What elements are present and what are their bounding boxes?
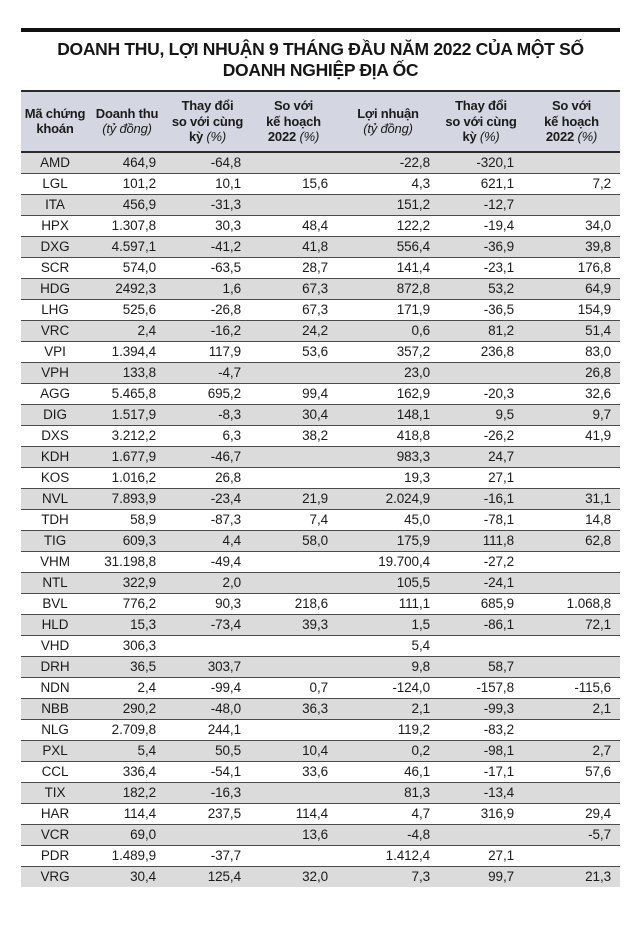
value-cell: 27,1 — [439, 845, 523, 866]
table-row-KOS — [21, 467, 620, 488]
value-cell — [165, 824, 250, 845]
header-row — [21, 91, 620, 152]
value-cell — [439, 362, 523, 383]
value-cell — [250, 635, 337, 656]
ticker-cell: HPX — [21, 215, 89, 236]
table-row-HPX — [21, 215, 620, 236]
value-cell: 148,1 — [337, 404, 439, 425]
value-cell: 306,3 — [89, 635, 165, 656]
ticker-cell: LHG — [21, 299, 89, 320]
value-cell — [250, 467, 337, 488]
value-cell: 72,1 — [523, 614, 620, 635]
ticker-cell: HAR — [21, 803, 89, 824]
table-row-DXG — [21, 236, 620, 257]
value-cell: 244,1 — [165, 719, 250, 740]
value-cell: 36,5 — [89, 656, 165, 677]
value-cell: 21,9 — [250, 488, 337, 509]
table-row-NBB — [21, 698, 620, 719]
chart-title-line1: DOANH THU, LỢI NHUẬN 9 THÁNG ĐẦU NĂM 2022 CỦA MỘT SỐ — [57, 39, 584, 59]
value-cell: -98,1 — [439, 740, 523, 761]
value-cell: 236,8 — [439, 341, 523, 362]
value-cell: 117,9 — [165, 341, 250, 362]
ticker-cell: TDH — [21, 509, 89, 530]
value-cell: 111,1 — [337, 593, 439, 614]
table-row-VPH — [21, 362, 620, 383]
value-cell: 7,4 — [250, 509, 337, 530]
value-cell: 0,6 — [337, 320, 439, 341]
value-cell: 464,9 — [89, 152, 165, 174]
value-cell: -12,7 — [439, 194, 523, 215]
value-cell — [523, 782, 620, 803]
value-cell: -13,4 — [439, 782, 523, 803]
value-cell — [439, 824, 523, 845]
value-cell: 141,4 — [337, 257, 439, 278]
column-header-3: Thay đổi so với cùng kỳ (%) — [165, 91, 250, 152]
value-cell — [250, 572, 337, 593]
value-cell: 53,6 — [250, 341, 337, 362]
ticker-cell: ITA — [21, 194, 89, 215]
table-row-DXS — [21, 425, 620, 446]
value-cell: -23,4 — [165, 488, 250, 509]
value-cell: 125,4 — [165, 866, 250, 887]
value-cell: 31,1 — [523, 488, 620, 509]
value-cell: 556,4 — [337, 236, 439, 257]
table-row-VCR — [21, 824, 620, 845]
value-cell: 58,7 — [439, 656, 523, 677]
value-cell: -26,2 — [439, 425, 523, 446]
ticker-cell: NBB — [21, 698, 89, 719]
value-cell — [523, 446, 620, 467]
table-row-LGL — [21, 173, 620, 194]
value-cell: 39,3 — [250, 614, 337, 635]
value-cell: 64,9 — [523, 278, 620, 299]
value-cell: 27,1 — [439, 467, 523, 488]
value-cell: 26,8 — [523, 362, 620, 383]
value-cell: 41,8 — [250, 236, 337, 257]
value-cell: 2.709,8 — [89, 719, 165, 740]
value-cell: 111,8 — [439, 530, 523, 551]
value-cell: 776,2 — [89, 593, 165, 614]
value-cell: 48,4 — [250, 215, 337, 236]
value-cell: 114,4 — [89, 803, 165, 824]
value-cell: 7,3 — [337, 866, 439, 887]
value-cell: -41,2 — [165, 236, 250, 257]
value-cell — [523, 572, 620, 593]
value-cell: -19,4 — [439, 215, 523, 236]
table-row-NTL — [21, 572, 620, 593]
value-cell: 1.489,9 — [89, 845, 165, 866]
table-row-AMD — [21, 152, 620, 174]
value-cell: 983,3 — [337, 446, 439, 467]
value-cell: 2,4 — [89, 320, 165, 341]
table-row-ITA — [21, 194, 620, 215]
value-cell: 872,8 — [337, 278, 439, 299]
value-cell: -48,0 — [165, 698, 250, 719]
value-cell: 46,1 — [337, 761, 439, 782]
value-cell: 21,3 — [523, 866, 620, 887]
value-cell: 303,7 — [165, 656, 250, 677]
value-cell — [523, 467, 620, 488]
value-cell: 28,7 — [250, 257, 337, 278]
value-cell — [523, 656, 620, 677]
ticker-cell: TIG — [21, 530, 89, 551]
value-cell: 67,3 — [250, 278, 337, 299]
value-cell: 29,4 — [523, 803, 620, 824]
value-cell: 0,2 — [337, 740, 439, 761]
value-cell: 9,7 — [523, 404, 620, 425]
value-cell — [250, 845, 337, 866]
top-rule — [21, 28, 620, 32]
ticker-cell: NDN — [21, 677, 89, 698]
value-cell: 154,9 — [523, 299, 620, 320]
value-cell: 62,8 — [523, 530, 620, 551]
table-row-AGG — [21, 383, 620, 404]
chart-title — [21, 39, 620, 80]
table-row-VRC — [21, 320, 620, 341]
table-row-NLG — [21, 719, 620, 740]
value-cell: 69,0 — [89, 824, 165, 845]
table-row-HDG — [21, 278, 620, 299]
value-cell: -157,8 — [439, 677, 523, 698]
value-cell: -24,1 — [439, 572, 523, 593]
value-cell: 322,9 — [89, 572, 165, 593]
value-cell: 58,0 — [250, 530, 337, 551]
value-cell: -78,1 — [439, 509, 523, 530]
value-cell — [250, 194, 337, 215]
value-cell — [250, 551, 337, 572]
value-cell: 105,5 — [337, 572, 439, 593]
ticker-cell: VHM — [21, 551, 89, 572]
value-cell: -99,4 — [165, 677, 250, 698]
value-cell: 4,3 — [337, 173, 439, 194]
table-row-TIG — [21, 530, 620, 551]
table-row-CCL — [21, 761, 620, 782]
value-cell — [250, 446, 337, 467]
value-cell: -320,1 — [439, 152, 523, 174]
value-cell: 15,6 — [250, 173, 337, 194]
table-row-PDR — [21, 845, 620, 866]
value-cell: -99,3 — [439, 698, 523, 719]
value-cell: -16,1 — [439, 488, 523, 509]
value-cell: 36,3 — [250, 698, 337, 719]
ticker-cell: KDH — [21, 446, 89, 467]
value-cell: -63,5 — [165, 257, 250, 278]
value-cell: -37,7 — [165, 845, 250, 866]
value-cell: 418,8 — [337, 425, 439, 446]
value-cell: 9,8 — [337, 656, 439, 677]
value-cell — [250, 152, 337, 174]
ticker-cell: LGL — [21, 173, 89, 194]
table-row-DRH — [21, 656, 620, 677]
value-cell — [523, 719, 620, 740]
value-cell: 7,2 — [523, 173, 620, 194]
value-cell: 133,8 — [89, 362, 165, 383]
column-header-5: Lợi nhuận (tỷ đồng) — [337, 91, 439, 152]
value-cell: 4,4 — [165, 530, 250, 551]
value-cell: 32,6 — [523, 383, 620, 404]
table-row-VHD — [21, 635, 620, 656]
table-body — [21, 152, 620, 887]
value-cell: 456,9 — [89, 194, 165, 215]
ticker-cell: NLG — [21, 719, 89, 740]
value-cell: 83,0 — [523, 341, 620, 362]
value-cell: 525,6 — [89, 299, 165, 320]
value-cell: 290,2 — [89, 698, 165, 719]
ticker-cell: DRH — [21, 656, 89, 677]
value-cell: 81,2 — [439, 320, 523, 341]
value-cell: 39,8 — [523, 236, 620, 257]
ticker-cell: HDG — [21, 278, 89, 299]
value-cell: 7.893,9 — [89, 488, 165, 509]
value-cell: -20,3 — [439, 383, 523, 404]
ticker-cell: BVL — [21, 593, 89, 614]
value-cell — [523, 194, 620, 215]
value-cell: 2.024,9 — [337, 488, 439, 509]
ticker-cell: PXL — [21, 740, 89, 761]
value-cell: 9,5 — [439, 404, 523, 425]
ticker-cell: VRC — [21, 320, 89, 341]
value-cell: 175,9 — [337, 530, 439, 551]
value-cell: 53,2 — [439, 278, 523, 299]
value-cell: 90,3 — [165, 593, 250, 614]
value-cell: 5.465,8 — [89, 383, 165, 404]
value-cell: -49,4 — [165, 551, 250, 572]
value-cell: 1.412,4 — [337, 845, 439, 866]
value-cell: 316,9 — [439, 803, 523, 824]
value-cell: 58,9 — [89, 509, 165, 530]
value-cell: 101,2 — [89, 173, 165, 194]
value-cell: -87,3 — [165, 509, 250, 530]
value-cell: 182,2 — [89, 782, 165, 803]
value-cell: 1.068,8 — [523, 593, 620, 614]
value-cell: 2,1 — [523, 698, 620, 719]
value-cell — [250, 719, 337, 740]
value-cell: -4,7 — [165, 362, 250, 383]
value-cell: 50,5 — [165, 740, 250, 761]
value-cell: 1.016,2 — [89, 467, 165, 488]
value-cell: -83,2 — [439, 719, 523, 740]
value-cell: -36,5 — [439, 299, 523, 320]
column-header-2: Doanh thu (tỷ đồng) — [89, 91, 165, 152]
ticker-cell: AGG — [21, 383, 89, 404]
table-row-LHG — [21, 299, 620, 320]
value-cell: 122,2 — [337, 215, 439, 236]
column-header-4: So với kế hoạch 2022 (%) — [250, 91, 337, 152]
value-cell: -8,3 — [165, 404, 250, 425]
value-cell: -54,1 — [165, 761, 250, 782]
value-cell: 14,8 — [523, 509, 620, 530]
value-cell: -4,8 — [337, 824, 439, 845]
value-cell: 1.677,9 — [89, 446, 165, 467]
value-cell: 32,0 — [250, 866, 337, 887]
value-cell: 2,4 — [89, 677, 165, 698]
revenue-profit-table-panel — [21, 28, 620, 887]
table-row-HLD — [21, 614, 620, 635]
value-cell: 33,6 — [250, 761, 337, 782]
ticker-cell: AMD — [21, 152, 89, 174]
value-cell: 3.212,2 — [89, 425, 165, 446]
value-cell: -5,7 — [523, 824, 620, 845]
value-cell — [165, 635, 250, 656]
value-cell: 81,3 — [337, 782, 439, 803]
table-row-NVL — [21, 488, 620, 509]
value-cell: -36,9 — [439, 236, 523, 257]
table-row-TDH — [21, 509, 620, 530]
value-cell — [250, 362, 337, 383]
ticker-cell: HLD — [21, 614, 89, 635]
ticker-cell: VCR — [21, 824, 89, 845]
value-cell: 24,7 — [439, 446, 523, 467]
value-cell: 119,2 — [337, 719, 439, 740]
table-row-VRG — [21, 866, 620, 887]
ticker-cell: NVL — [21, 488, 89, 509]
value-cell: 695,2 — [165, 383, 250, 404]
data-table — [21, 90, 620, 887]
value-cell: 10,1 — [165, 173, 250, 194]
ticker-cell: PDR — [21, 845, 89, 866]
value-cell: 171,9 — [337, 299, 439, 320]
table-row-SCR — [21, 257, 620, 278]
table-row-KDH — [21, 446, 620, 467]
value-cell: 41,9 — [523, 425, 620, 446]
ticker-cell: VRG — [21, 866, 89, 887]
value-cell: 151,2 — [337, 194, 439, 215]
ticker-cell: VPI — [21, 341, 89, 362]
column-header-1: Mã chứng khoán — [21, 91, 89, 152]
ticker-cell: KOS — [21, 467, 89, 488]
table-row-VHM — [21, 551, 620, 572]
value-cell: 1,5 — [337, 614, 439, 635]
value-cell: -115,6 — [523, 677, 620, 698]
value-cell: 19.700,4 — [337, 551, 439, 572]
value-cell: -86,1 — [439, 614, 523, 635]
value-cell: -27,2 — [439, 551, 523, 572]
value-cell: 2,0 — [165, 572, 250, 593]
value-cell: 67,3 — [250, 299, 337, 320]
column-header-6: Thay đổi so với cùng kỳ (%) — [439, 91, 523, 152]
value-cell — [523, 152, 620, 174]
value-cell: 176,8 — [523, 257, 620, 278]
value-cell: 4,7 — [337, 803, 439, 824]
ticker-cell: DXG — [21, 236, 89, 257]
value-cell: 609,3 — [89, 530, 165, 551]
value-cell: 218,6 — [250, 593, 337, 614]
value-cell: 19,3 — [337, 467, 439, 488]
ticker-cell: VHD — [21, 635, 89, 656]
table-row-HAR — [21, 803, 620, 824]
value-cell: 30,3 — [165, 215, 250, 236]
value-cell: 5,4 — [337, 635, 439, 656]
ticker-cell: TIX — [21, 782, 89, 803]
value-cell — [439, 635, 523, 656]
value-cell: -22,8 — [337, 152, 439, 174]
value-cell: 10,4 — [250, 740, 337, 761]
value-cell: 99,4 — [250, 383, 337, 404]
value-cell: 114,4 — [250, 803, 337, 824]
value-cell — [250, 656, 337, 677]
value-cell — [250, 782, 337, 803]
value-cell: 336,4 — [89, 761, 165, 782]
value-cell: 99,7 — [439, 866, 523, 887]
value-cell: 2,1 — [337, 698, 439, 719]
value-cell: 45,0 — [337, 509, 439, 530]
value-cell: -17,1 — [439, 761, 523, 782]
value-cell: -46,7 — [165, 446, 250, 467]
value-cell — [523, 635, 620, 656]
ticker-cell: DIG — [21, 404, 89, 425]
value-cell: 685,9 — [439, 593, 523, 614]
value-cell: 34,0 — [523, 215, 620, 236]
value-cell: -31,3 — [165, 194, 250, 215]
value-cell: 23,0 — [337, 362, 439, 383]
value-cell: 5,4 — [89, 740, 165, 761]
value-cell: 1.517,9 — [89, 404, 165, 425]
table-row-TIX — [21, 782, 620, 803]
table-row-DIG — [21, 404, 620, 425]
ticker-cell: CCL — [21, 761, 89, 782]
value-cell: 13,6 — [250, 824, 337, 845]
value-cell — [523, 845, 620, 866]
value-cell: 237,5 — [165, 803, 250, 824]
value-cell: 6,3 — [165, 425, 250, 446]
chart-title-line2: DOANH NGHIỆP ĐỊA ỐC — [222, 59, 419, 80]
value-cell: 2,7 — [523, 740, 620, 761]
value-cell: 1.394,4 — [89, 341, 165, 362]
value-cell: 574,0 — [89, 257, 165, 278]
value-cell: 621,1 — [439, 173, 523, 194]
ticker-cell: DXS — [21, 425, 89, 446]
value-cell: 0,7 — [250, 677, 337, 698]
value-cell: 357,2 — [337, 341, 439, 362]
value-cell: -124,0 — [337, 677, 439, 698]
value-cell — [523, 551, 620, 572]
value-cell: 1.307,8 — [89, 215, 165, 236]
table-row-NDN — [21, 677, 620, 698]
table-row-VPI — [21, 341, 620, 362]
table-row-BVL — [21, 593, 620, 614]
value-cell: 57,6 — [523, 761, 620, 782]
value-cell: 162,9 — [337, 383, 439, 404]
value-cell: 15,3 — [89, 614, 165, 635]
value-cell: 4.597,1 — [89, 236, 165, 257]
value-cell: -23,1 — [439, 257, 523, 278]
column-header-7: So với kế hoạch 2022 (%) — [523, 91, 620, 152]
value-cell: 1,6 — [165, 278, 250, 299]
value-cell: -73,4 — [165, 614, 250, 635]
value-cell: -16,3 — [165, 782, 250, 803]
ticker-cell: NTL — [21, 572, 89, 593]
value-cell: 26,8 — [165, 467, 250, 488]
value-cell: -26,8 — [165, 299, 250, 320]
value-cell: 2492,3 — [89, 278, 165, 299]
value-cell: 51,4 — [523, 320, 620, 341]
value-cell: 30,4 — [250, 404, 337, 425]
value-cell: -16,2 — [165, 320, 250, 341]
value-cell: 31.198,8 — [89, 551, 165, 572]
value-cell: 38,2 — [250, 425, 337, 446]
value-cell: 24,2 — [250, 320, 337, 341]
value-cell: 30,4 — [89, 866, 165, 887]
table-row-PXL — [21, 740, 620, 761]
ticker-cell: VPH — [21, 362, 89, 383]
value-cell: -64,8 — [165, 152, 250, 174]
ticker-cell: SCR — [21, 257, 89, 278]
